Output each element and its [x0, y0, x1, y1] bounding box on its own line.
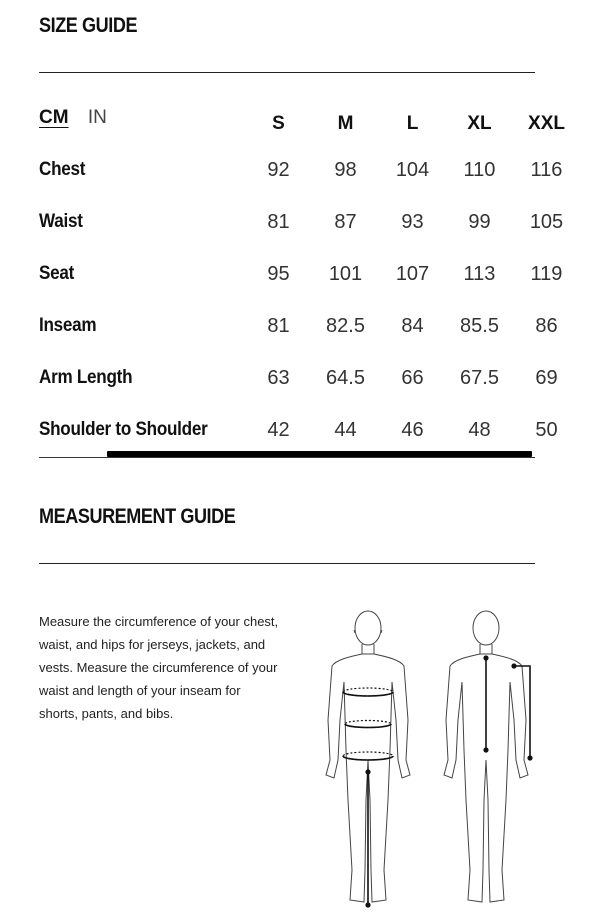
- measurement-value: 44: [334, 418, 357, 441]
- measurement-value: 85.5: [460, 314, 499, 337]
- measurement-value: 110: [463, 158, 496, 181]
- row-label-text: Seat: [39, 263, 75, 284]
- measurement-value: 63: [267, 366, 290, 389]
- measurement-value: 101: [328, 262, 363, 285]
- row-label-text: Waist: [39, 211, 83, 232]
- measurement-value: 98: [334, 158, 357, 181]
- measurement-value: 92: [267, 158, 290, 181]
- divider: [39, 563, 535, 564]
- back-figure: [444, 611, 528, 902]
- measurement-value: 82.5: [326, 314, 365, 337]
- measurement-guide-title: MEASUREMENT GUIDE: [39, 505, 236, 528]
- measurement-value: 87: [334, 210, 357, 233]
- measurement-value: 105: [529, 210, 564, 233]
- size-table: [39, 104, 580, 456]
- table-scrollbar-thumb[interactable]: [107, 451, 532, 457]
- measurement-value: 42: [267, 418, 290, 441]
- divider: [39, 72, 535, 73]
- measurement-value: 64.5: [326, 366, 365, 389]
- measurement-value: 46: [401, 418, 424, 441]
- measurement-value: 84: [401, 314, 424, 337]
- measurement-value: 119: [530, 262, 563, 285]
- size-header-row: [39, 104, 580, 144]
- row-label: [39, 248, 245, 300]
- unit-in-tab[interactable]: IN: [87, 107, 107, 128]
- measurement-value: 113: [463, 262, 496, 285]
- measurement-value: 104: [395, 158, 430, 181]
- measurement-value: 116: [530, 158, 563, 181]
- row-label: [39, 352, 245, 404]
- row-label-text: Arm Length: [39, 367, 133, 388]
- measurement-value: 66: [401, 366, 424, 389]
- measurement-value: 50: [535, 418, 558, 441]
- row-label-text: Shoulder to Shoulder: [39, 419, 208, 440]
- measurement-value: 86: [535, 314, 558, 337]
- table-row: [39, 404, 580, 456]
- row-label-text: Chest: [39, 159, 86, 180]
- size-header-xl: XL: [467, 113, 492, 134]
- size-header-xxl: XXL: [528, 113, 565, 134]
- row-label: [39, 300, 245, 352]
- measurement-value: 81: [267, 210, 290, 233]
- table-row: [39, 352, 580, 404]
- table-scrollbar-track[interactable]: [39, 457, 535, 458]
- measurement-value: 67.5: [460, 366, 499, 389]
- measurement-value: 69: [535, 366, 558, 389]
- measurement-value: 99: [468, 210, 491, 233]
- measurement-value: 93: [401, 210, 424, 233]
- measurement-value: 48: [468, 418, 491, 441]
- row-label: [39, 144, 245, 196]
- unit-cm-tab[interactable]: CM: [39, 107, 69, 128]
- row-label: [39, 404, 245, 456]
- table-row: [39, 196, 580, 248]
- size-guide-title: SIZE GUIDE: [39, 14, 138, 37]
- row-label-text: Inseam: [39, 315, 97, 336]
- table-row: [39, 144, 580, 196]
- body-measurement-figures: [318, 600, 550, 910]
- measurement-value: 81: [267, 314, 290, 337]
- measurement-value: 95: [267, 262, 290, 285]
- size-header-l: L: [406, 113, 419, 134]
- measurement-value: 107: [395, 262, 430, 285]
- table-row: [39, 248, 580, 300]
- size-header-m: M: [337, 113, 354, 134]
- row-label: [39, 196, 245, 248]
- size-header-s: S: [272, 113, 285, 134]
- measurement-instructions: Measure the circumference of your chest, waist, and hips for jerseys, jackets, and vests. Measure the circumference of your waist and length of your inseam for shorts, pants, and bibs.: [39, 614, 279, 721]
- unit-cell: [39, 104, 245, 144]
- table-row: [39, 300, 580, 352]
